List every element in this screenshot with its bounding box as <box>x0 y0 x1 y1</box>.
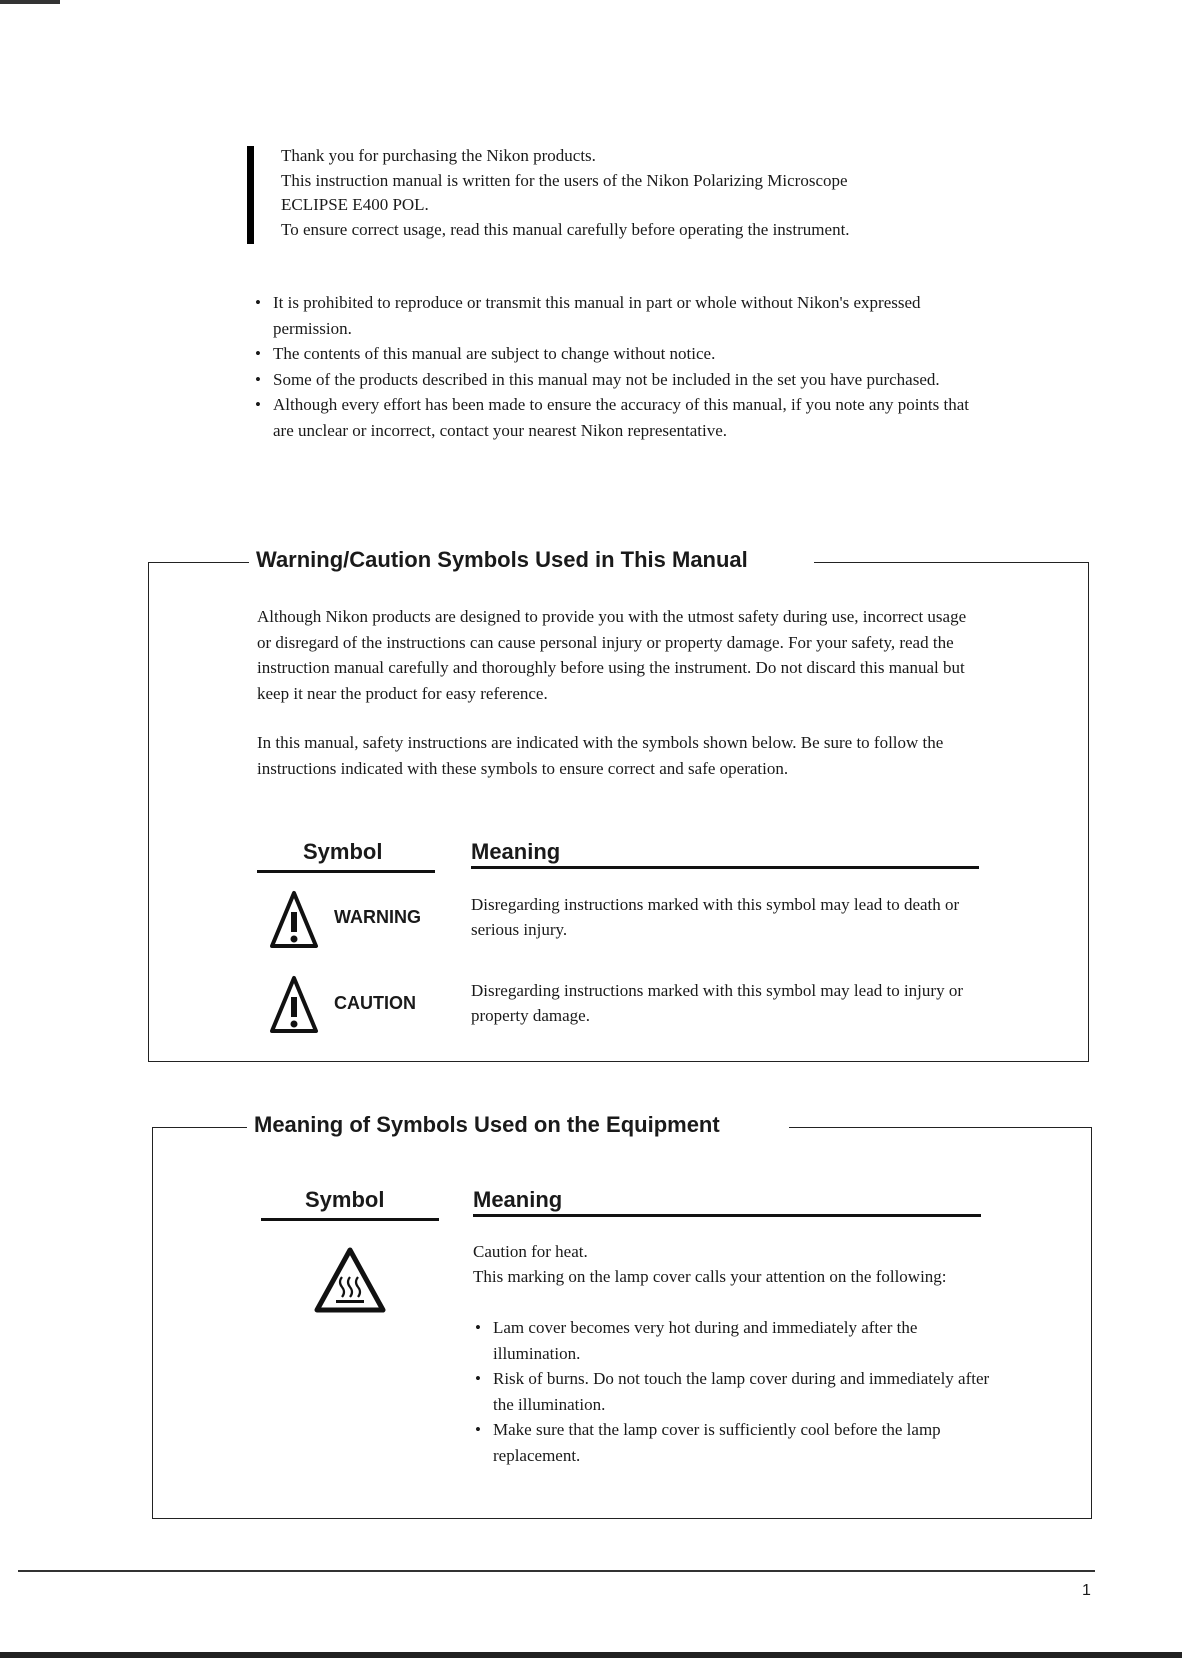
section-title: Meaning of Symbols Used on the Equipment <box>248 1112 726 1138</box>
meaning-header-rule <box>473 1214 981 1217</box>
meaning-column-header: Meaning <box>473 1187 563 1212</box>
warning-label: WARNING <box>334 907 421 927</box>
equipment-symbols-section <box>152 1112 1092 1519</box>
warning-caution-section <box>148 547 1089 1062</box>
footer-rule <box>18 1570 1095 1572</box>
intro-line: This instruction manual is written for the users of the Nikon Polarizing Microscope <box>281 170 848 190</box>
caution-label: CAUTION <box>334 993 416 1013</box>
heat-caution-description: This marking on the lamp cover calls your attention on the following: <box>473 1267 947 1286</box>
caution-triangle-icon <box>269 975 319 1035</box>
symbol-header-rule <box>257 870 435 873</box>
intro-line: To ensure correct usage, read this manual carefully before operating the instrument. <box>281 219 850 239</box>
heat-caution-title: Caution for heat. <box>473 1242 588 1261</box>
symbol-column-header: Symbol <box>305 1187 385 1212</box>
note-item: • It is prohibited to reproduce or transmit this manual in part or whole without Nikon's expressed permission. <box>255 290 975 341</box>
page-number: 1 <box>1082 1582 1091 1599</box>
section-title: Warning/Caution Symbols Used in This Manual <box>250 547 754 573</box>
box-top-border-left <box>149 562 249 563</box>
intro-marker-bar <box>247 146 254 244</box>
box-top-border-left <box>153 1127 247 1128</box>
symbol-header-rule <box>261 1218 439 1221</box>
intro-line: ECLIPSE E400 POL. <box>281 195 429 214</box>
note-item: • Although every effort has been made to ensure the accuracy of this manual, if you note any points that are unclear or incorrect, contact your nearest Nikon representative. <box>255 392 975 443</box>
caution-meaning: Disregarding instructions marked with this symbol may lead to injury or property damage. <box>471 981 963 1025</box>
notes-list <box>255 290 975 443</box>
section-paragraph: In this manual, safety instructions are indicated with the symbols shown below. Be sure to follow the instructions indicated with these symbols to ensure correct and safe operation. <box>257 733 944 778</box>
symbol-column-header: Symbol <box>303 839 383 864</box>
heat-caution-item: • Risk of burns. Do not touch the lamp cover during and immediately after the illumination. <box>473 1366 993 1417</box>
warning-triangle-icon <box>269 890 319 950</box>
meaning-column-header: Meaning <box>471 839 561 864</box>
heat-caution-item: • Make sure that the lamp cover is sufficiently cool before the lamp replacement. <box>473 1417 993 1468</box>
scan-edge-mark <box>0 0 60 4</box>
note-item: • Some of the products described in this manual may not be included in the set you have purchased. <box>255 367 975 393</box>
note-item: • The contents of this manual are subject to change without notice. <box>255 341 975 367</box>
intro-line: Thank you for purchasing the Nikon products. <box>281 146 596 165</box>
warning-meaning: Disregarding instructions marked with this symbol may lead to death or serious injury. <box>471 895 960 939</box>
box-top-border-right <box>789 1127 1091 1128</box>
box-top-border-right <box>814 562 1088 563</box>
hot-surface-icon <box>314 1247 386 1313</box>
scan-edge-mark <box>0 1652 1182 1658</box>
heat-caution-list <box>473 1315 993 1468</box>
intro-block <box>255 144 1015 242</box>
section-paragraph: Although Nikon products are designed to provide you with the utmost safety during use, incorrect usage or disregard of the instructions can cause personal injury or property damage. For your safety, read the instruction manual carefully and thoroughly before using the instrument. Do not discard this manual but keep it near the product for easy reference. <box>257 607 967 703</box>
meaning-header-rule <box>471 866 979 869</box>
heat-caution-item: • Lam cover becomes very hot during and immediately after the illumination. <box>473 1315 993 1366</box>
